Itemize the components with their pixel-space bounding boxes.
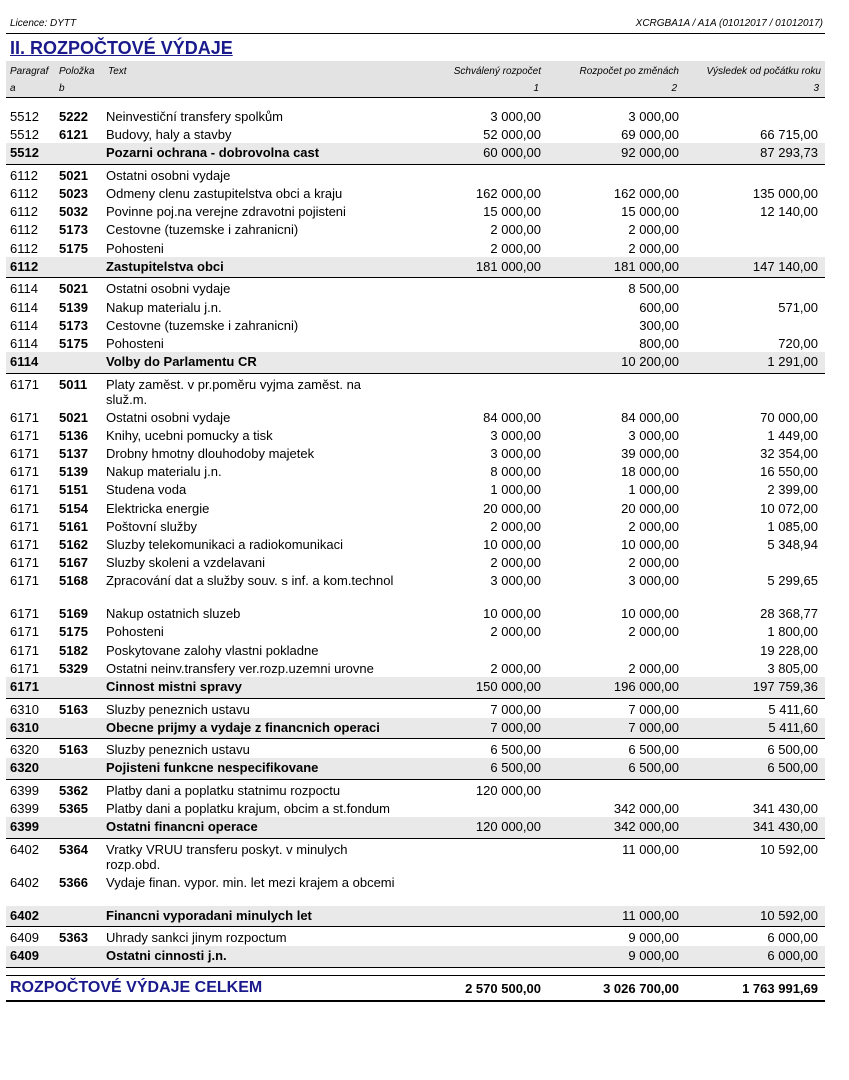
table-row (6, 426, 825, 444)
polozka-cell: 5168 (59, 573, 88, 589)
polozka-cell: 5151 (59, 482, 88, 498)
text-cell: Pojisteni funkcne nespecifikovane (106, 760, 319, 776)
vysledek-cell: 16 550,00 (760, 464, 818, 480)
vysledek-cell: 341 430,00 (752, 819, 818, 835)
po-zmenach-cell: 2 000,00 (628, 660, 679, 676)
po-zmenach-cell: 3 000,00 (628, 573, 679, 589)
paragraf-cell: 5512 (10, 109, 39, 124)
grand-total-row (6, 975, 825, 1002)
vysledek-cell: 12 140,00 (760, 204, 818, 220)
paragraf-cell: 6171 (10, 464, 39, 480)
paragraf-cell: 6171 (10, 624, 39, 640)
text-cell: Platy zaměst. v pr.poměru vyjma zaměst. na služ.m. (106, 376, 362, 407)
polozka-cell: 5021 (59, 167, 88, 183)
po-zmenach-cell: 8 500,00 (628, 281, 679, 297)
vysledek-cell: 1 800,00 (767, 624, 818, 640)
report-code: XCRGBA1A / A1A (01012017 / 01012017) (635, 18, 823, 29)
schvaleny-cell: 15 000,00 (483, 204, 541, 220)
subtotal-row (6, 758, 825, 780)
text-cell: Obecne prijmy a vydaje z financnich operaci (106, 719, 380, 735)
grand-total-v3: 1 763 991,69 (742, 981, 818, 996)
paragraf-cell: 6112 (10, 240, 38, 256)
schvaleny-cell: 10 000,00 (483, 606, 541, 622)
paragraf-cell: 6114 (10, 281, 38, 297)
table-row (6, 279, 825, 297)
schvaleny-cell: 120 000,00 (475, 819, 541, 835)
text-cell: Volby do Parlamentu CR (106, 354, 257, 370)
text-cell: Poskytovane zalohy vlastni pokladne (106, 642, 319, 658)
subtotal-row (6, 906, 825, 928)
paragraf-cell: 6114 (10, 354, 39, 370)
paragraf-cell: 6402 (10, 841, 39, 857)
po-zmenach-cell: 342 000,00 (613, 801, 679, 817)
subtotal-row (6, 352, 825, 374)
paragraf-cell: 5512 (10, 127, 39, 143)
po-zmenach-cell: 2 000,00 (628, 624, 679, 640)
po-zmenach-cell: 11 000,00 (622, 841, 679, 857)
polozka-cell: 5161 (59, 518, 88, 534)
schvaleny-cell: 3 000,00 (490, 573, 541, 589)
po-zmenach-cell: 162 000,00 (613, 186, 679, 202)
schvaleny-cell: 2 000,00 (490, 555, 541, 571)
paragraf-cell: 6320 (10, 760, 39, 776)
vysledek-cell: 3 805,00 (767, 660, 818, 676)
paragraf-cell: 6310 (10, 719, 39, 735)
text-cell: Odmeny clenu zastupitelstva obci a kraju (106, 186, 343, 202)
table-row (6, 166, 825, 184)
po-zmenach-cell: 2 000,00 (628, 555, 679, 571)
po-zmenach-cell: 3 000,00 (628, 109, 679, 124)
text-cell: Uhrady sankci jinym rozpoctum (106, 930, 287, 946)
po-zmenach-cell: 2 000,00 (628, 518, 679, 534)
text-cell: Ostatni osobni vydaje (106, 281, 231, 297)
paragraf-cell: 6171 (10, 660, 39, 676)
polozka-cell: 5154 (59, 500, 88, 516)
po-zmenach-cell: 69 000,00 (621, 127, 679, 143)
table-row (6, 781, 825, 799)
polozka-cell: 5175 (59, 240, 88, 256)
table-row (6, 375, 825, 408)
schvaleny-cell: 1 000,00 (490, 482, 541, 498)
schvaleny-cell: 3 000,00 (490, 445, 541, 461)
col-text: Text (108, 66, 127, 77)
paragraf-cell: 6171 (10, 679, 39, 694)
polozka-cell: 5167 (59, 555, 88, 571)
polozka-cell: 5139 (59, 299, 88, 315)
po-zmenach-cell: 18 000,00 (621, 464, 679, 480)
paragraf-cell: 6171 (10, 606, 39, 622)
paragraf-cell: 6171 (10, 573, 39, 589)
subtotal-row (6, 677, 825, 699)
text-cell: Vratky VRUU transferu poskyt. v minulych rozp.obd. (106, 841, 348, 872)
vysledek-cell: 28 368,77 (760, 606, 818, 622)
po-zmenach-cell: 84 000,00 (621, 409, 679, 425)
schvaleny-cell: 120 000,00 (475, 782, 541, 798)
text-cell: Sluzby peneznich ustavu (106, 742, 250, 758)
po-zmenach-cell: 11 000,00 (622, 907, 679, 923)
vysledek-cell: 197 759,36 (752, 679, 818, 694)
polozka-cell: 5175 (59, 624, 88, 640)
schvaleny-cell: 52 000,00 (483, 127, 541, 143)
polozka-cell: 5329 (59, 660, 88, 676)
polozka-cell: 5173 (59, 222, 88, 238)
table-row (6, 408, 825, 426)
po-zmenach-cell: 196 000,00 (613, 679, 679, 694)
po-zmenach-cell: 7 000,00 (628, 719, 679, 735)
vysledek-cell: 1 291,00 (767, 354, 818, 370)
schvaleny-cell: 3 000,00 (490, 427, 541, 443)
paragraf-cell: 6171 (10, 409, 39, 425)
paragraf-cell: 6171 (10, 555, 39, 571)
subtotal-row (6, 143, 825, 165)
table-row (6, 799, 825, 817)
paragraf-cell: 6402 (10, 907, 39, 923)
polozka-cell: 5162 (59, 536, 88, 552)
paragraf-cell: 6409 (10, 948, 39, 964)
schvaleny-cell: 2 000,00 (490, 624, 541, 640)
table-row (6, 641, 825, 659)
grand-total-v2: 3 026 700,00 (603, 981, 679, 996)
polozka-cell: 5363 (59, 930, 88, 946)
table-row (6, 480, 825, 498)
polozka-cell: 5169 (59, 606, 88, 622)
table-row (6, 107, 825, 125)
text-cell: Cestovne (tuzemske i zahranicni) (106, 222, 299, 238)
paragraf-cell: 6409 (10, 930, 39, 946)
text-cell: Ostatni financni operace (106, 819, 258, 835)
schvaleny-cell: 162 000,00 (475, 186, 541, 202)
polozka-cell: 5362 (59, 782, 88, 798)
text-cell: Cestovne (tuzemske i zahranicni) (106, 317, 299, 333)
text-cell: Neinvestiční transfery spolkům (106, 109, 284, 124)
po-zmenach-cell: 20 000,00 (621, 500, 679, 516)
text-cell: Ostatni osobni vydaje (106, 409, 231, 425)
table-row (6, 840, 825, 873)
polozka-cell: 5366 (59, 874, 88, 890)
vysledek-cell: 6 000,00 (767, 930, 818, 946)
paragraf-cell: 6171 (10, 500, 39, 516)
paragraf-cell: 6402 (10, 874, 39, 890)
po-zmenach-cell: 800,00 (639, 335, 679, 351)
col-po-zmenach: Rozpočet po změnách (579, 66, 679, 77)
text-cell: Ostatni osobni vydaje (106, 167, 231, 183)
vysledek-cell: 5 411,60 (768, 719, 818, 735)
schvaleny-cell: 2 000,00 (490, 518, 541, 534)
vysledek-cell: 6 500,00 (767, 760, 818, 776)
polozka-cell: 5032 (59, 204, 88, 220)
text-cell: Zpracování dat a služby souv. s inf. a kom.technol (106, 573, 394, 589)
text-cell: Nakup materialu j.n. (106, 464, 222, 480)
vysledek-cell: 1 449,00 (767, 427, 818, 443)
grand-total-label: ROZPOČTOVÉ VÝDAJE CELKEM (10, 979, 263, 996)
table-row (6, 535, 825, 553)
paragraf-cell: 6112 (10, 222, 38, 238)
text-cell: Pozarni ochrana - dobrovolna cast (106, 145, 320, 161)
paragraf-cell: 6112 (10, 167, 38, 183)
schvaleny-cell: 2 000,00 (490, 240, 541, 256)
po-zmenach-cell: 3 000,00 (628, 427, 679, 443)
schvaleny-cell: 84 000,00 (483, 409, 541, 425)
table-row (6, 499, 825, 517)
vysledek-cell: 571,00 (778, 299, 818, 315)
vysledek-cell: 10 592,00 (760, 907, 818, 923)
schvaleny-cell: 2 000,00 (490, 222, 541, 238)
table-row (6, 316, 825, 334)
text-cell: Pohosteni (106, 240, 164, 256)
po-zmenach-cell: 2 000,00 (628, 222, 679, 238)
text-cell: Povinne poj.na verejne zdravotni pojisteni (106, 204, 346, 220)
schvaleny-cell: 8 000,00 (490, 464, 541, 480)
text-cell: Vydaje finan. vypor. min. let mezi krajem a obcemi (106, 874, 395, 890)
schvaleny-cell: 20 000,00 (483, 500, 541, 516)
po-zmenach-cell: 2 000,00 (628, 240, 679, 256)
table-row (6, 125, 825, 143)
table-row (6, 873, 825, 906)
po-zmenach-cell: 6 500,00 (628, 760, 679, 776)
text-cell: Sluzby skoleni a vzdelavani (106, 555, 265, 571)
table-header (6, 61, 825, 98)
table-row (6, 659, 825, 677)
schvaleny-cell: 6 500,00 (490, 742, 541, 758)
po-zmenach-cell: 15 000,00 (621, 204, 679, 220)
paragraf-cell: 5512 (10, 145, 39, 161)
col-vysledek: Výsledek od počátku roku (706, 66, 821, 77)
vysledek-cell: 5 348,94 (767, 536, 818, 552)
text-cell: Platby dani a poplatku krajum, obcim a st.fondum (106, 801, 390, 817)
polozka-cell: 5139 (59, 464, 88, 480)
table-row (6, 220, 825, 238)
polozka-cell: 5222 (59, 109, 88, 124)
po-zmenach-cell: 10 200,00 (621, 354, 679, 370)
polozka-cell: 5163 (59, 742, 88, 758)
col-sub-a: a (10, 83, 16, 94)
table-row (6, 571, 825, 604)
vysledek-cell: 720,00 (778, 335, 818, 351)
po-zmenach-cell: 600,00 (639, 299, 679, 315)
table-row (6, 462, 825, 480)
po-zmenach-cell: 10 000,00 (621, 536, 679, 552)
paragraf-cell: 6399 (10, 819, 39, 835)
schvaleny-cell: 181 000,00 (475, 258, 541, 274)
page-top-line (10, 18, 823, 29)
polozka-cell: 5182 (59, 642, 88, 658)
polozka-cell: 6121 (59, 127, 88, 143)
paragraf-cell: 6320 (10, 742, 39, 758)
table-row (6, 928, 825, 946)
table-row (6, 298, 825, 316)
paragraf-cell: 6112 (10, 204, 38, 220)
col-schvaleny: Schválený rozpočet (453, 66, 541, 77)
vysledek-cell: 70 000,00 (760, 409, 818, 425)
text-cell: Poštovní služby (106, 518, 198, 534)
text-cell: Drobny hmotny dlouhodoby majetek (106, 445, 315, 461)
paragraf-cell: 6114 (10, 335, 38, 351)
grand-total-v1: 2 570 500,00 (465, 981, 541, 996)
paragraf-cell: 6171 (10, 482, 39, 498)
col-sub-1: 1 (533, 83, 539, 94)
table-row (6, 604, 825, 622)
paragraf-cell: 6171 (10, 376, 39, 392)
table-row (6, 334, 825, 352)
schvaleny-cell: 60 000,00 (483, 145, 541, 161)
text-cell: Ostatni neinv.transfery ver.rozp.uzemni urovne (106, 660, 374, 676)
po-zmenach-cell: 39 000,00 (621, 445, 679, 461)
paragraf-cell: 6112 (10, 186, 38, 202)
text-cell: Platby dani a poplatku statnimu rozpoctu (106, 782, 341, 798)
paragraf-cell: 6171 (10, 518, 39, 534)
vysledek-cell: 147 140,00 (752, 258, 818, 274)
po-zmenach-cell: 300,00 (639, 317, 679, 333)
po-zmenach-cell: 7 000,00 (628, 701, 679, 717)
paragraf-cell: 6112 (10, 258, 39, 274)
text-cell: Budovy, haly a stavby (106, 127, 232, 143)
polozka-cell: 5023 (59, 186, 88, 202)
vysledek-cell: 10 072,00 (760, 500, 818, 516)
schvaleny-cell: 2 000,00 (490, 660, 541, 676)
po-zmenach-cell: 1 000,00 (628, 482, 679, 498)
paragraf-cell: 6171 (10, 536, 39, 552)
table-row (6, 517, 825, 535)
text-cell: Elektricka energie (106, 500, 210, 516)
vysledek-cell: 19 228,00 (760, 642, 818, 658)
text-cell: Financni vyporadani minulych let (106, 907, 312, 923)
paragraf-cell: 6171 (10, 642, 39, 658)
po-zmenach-cell: 181 000,00 (613, 258, 679, 274)
paragraf-cell: 6114 (10, 299, 38, 315)
vysledek-cell: 1 085,00 (767, 518, 818, 534)
licence-label: Licence: DYTT (10, 18, 77, 29)
vysledek-cell: 87 293,73 (760, 145, 818, 161)
polozka-cell: 5163 (59, 701, 88, 717)
text-cell: Nakup materialu j.n. (106, 299, 222, 315)
subtotal-row (6, 257, 825, 279)
polozka-cell: 5137 (59, 445, 88, 461)
table-row (6, 553, 825, 571)
text-cell: Sluzby telekomunikaci a radiokomunikaci (106, 536, 344, 552)
text-cell: Pohosteni (106, 335, 164, 351)
table-row (6, 740, 825, 758)
polozka-cell: 5136 (59, 427, 88, 443)
schvaleny-cell: 10 000,00 (483, 536, 541, 552)
text-cell: Pohosteni (106, 624, 164, 640)
col-polozka: Položka (59, 66, 95, 77)
po-zmenach-cell: 10 000,00 (621, 606, 679, 622)
schvaleny-cell: 3 000,00 (490, 109, 541, 124)
paragraf-cell: 6114 (10, 317, 38, 333)
po-zmenach-cell: 9 000,00 (628, 930, 679, 946)
polozka-cell: 5364 (59, 841, 88, 857)
table-row (6, 444, 825, 462)
table-row (6, 202, 825, 220)
table-row (6, 184, 825, 202)
po-zmenach-cell: 342 000,00 (613, 819, 679, 835)
top-divider (6, 33, 825, 34)
col-sub-b: b (59, 83, 65, 94)
vysledek-cell: 10 592,00 (760, 841, 818, 857)
text-cell: Studena voda (106, 482, 187, 498)
table-row (6, 239, 825, 257)
polozka-cell: 5021 (59, 409, 88, 425)
text-cell: Ostatni cinnosti j.n. (106, 948, 227, 964)
subtotal-row (6, 817, 825, 839)
vysledek-cell: 6 000,00 (767, 948, 818, 964)
schvaleny-cell: 150 000,00 (475, 679, 541, 694)
polozka-cell: 5365 (59, 801, 88, 817)
paragraf-cell: 6399 (10, 801, 39, 817)
table-row (6, 622, 825, 640)
text-cell: Sluzby peneznich ustavu (106, 701, 250, 717)
paragraf-cell: 6399 (10, 782, 39, 798)
col-sub-2: 2 (671, 83, 677, 94)
polozka-cell: 5173 (59, 317, 88, 333)
text-cell: Nakup ostatnich sluzeb (106, 606, 241, 622)
schvaleny-cell: 7 000,00 (490, 719, 541, 735)
vysledek-cell: 66 715,00 (760, 127, 818, 143)
paragraf-cell: 6171 (10, 445, 39, 461)
table-row (6, 700, 825, 718)
polozka-cell: 5011 (59, 376, 88, 392)
text-cell: Zastupitelstva obci (106, 258, 224, 274)
vysledek-cell: 5 299,65 (767, 573, 818, 589)
vysledek-cell: 6 500,00 (767, 742, 818, 758)
subtotal-row (6, 718, 825, 740)
text-cell: Cinnost mistni spravy (106, 679, 242, 694)
page-title: II. ROZPOČTOVÉ VÝDAJE (10, 38, 233, 58)
paragraf-cell: 6171 (10, 427, 39, 443)
col-sub-3: 3 (813, 83, 819, 94)
text-cell: Knihy, ucebni pomucky a tisk (106, 427, 273, 443)
subtotal-row (6, 946, 825, 968)
col-paragraf: Paragraf (10, 66, 49, 77)
vysledek-cell: 135 000,00 (752, 186, 818, 202)
schvaleny-cell: 7 000,00 (490, 701, 541, 717)
schvaleny-cell: 6 500,00 (490, 760, 541, 776)
polozka-cell: 5175 (59, 335, 88, 351)
po-zmenach-cell: 92 000,00 (621, 145, 679, 161)
vysledek-cell: 32 354,00 (760, 445, 818, 461)
table-body (6, 107, 825, 969)
vysledek-cell: 2 399,00 (767, 482, 818, 498)
polozka-cell: 5021 (59, 281, 88, 297)
vysledek-cell: 341 430,00 (752, 801, 818, 817)
vysledek-cell: 5 411,60 (768, 701, 818, 717)
paragraf-cell: 6310 (10, 701, 39, 717)
po-zmenach-cell: 9 000,00 (628, 948, 679, 964)
po-zmenach-cell: 6 500,00 (628, 742, 679, 758)
